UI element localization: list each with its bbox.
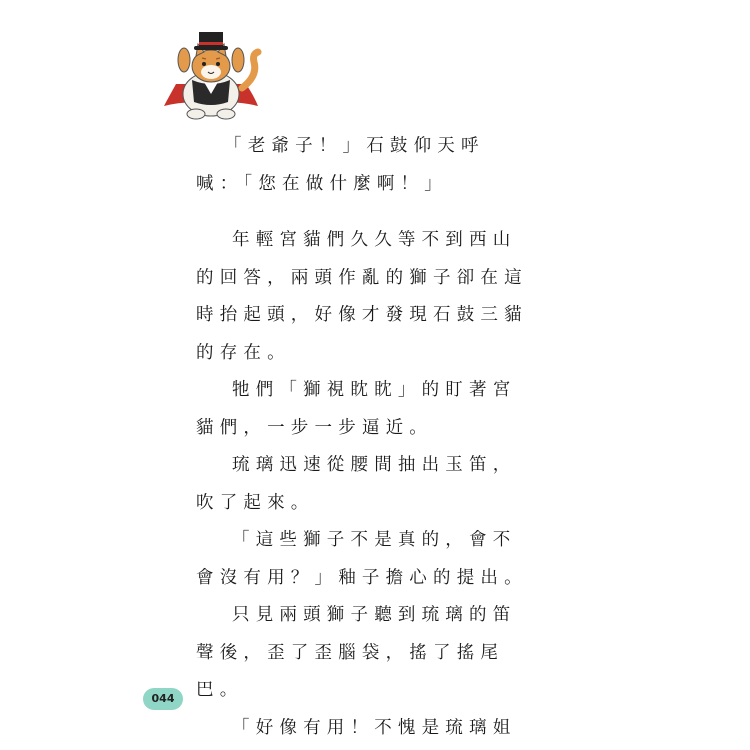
- text-line: 年輕宮貓們久久等不到西山: [232, 230, 517, 250]
- cat-magician-icon: [158, 22, 264, 122]
- text-line: 貓們，一步一步逼近。: [196, 417, 433, 438]
- text-line: 時抬起頭，好像才發現石鼓三貓: [196, 305, 528, 325]
- text-line: 只見兩頭獅子聽到琉璃的笛: [232, 605, 517, 625]
- text-line: 聲後，歪了歪腦袋，搖了搖尾: [196, 642, 505, 663]
- text-line: 的回答，兩頭作亂的獅子卻在這: [196, 267, 528, 288]
- text-line: 會沒有用？」釉子擔心的提出。: [196, 567, 528, 588]
- text-line: 喊：「您在做什麼啊！」: [196, 173, 448, 194]
- story-text: [196, 128, 568, 747]
- text-line: 「好像有用！不愧是琉璃姐: [232, 717, 517, 738]
- text-line: 琉璃迅速從腰間抽出玉笛，: [232, 455, 517, 475]
- text-line: 吹了起來。: [196, 492, 315, 513]
- page-number: 044: [151, 692, 175, 705]
- text-line: 的存在。: [196, 342, 291, 363]
- page-number-badge: [143, 688, 183, 710]
- text-line: 牠們「獅視眈眈」的盯著宮: [232, 380, 517, 400]
- text-line: 「這些獅子不是真的，會不: [232, 530, 517, 550]
- text-line: 巴。: [196, 680, 244, 700]
- text-line: 「老爺子！」石鼓仰天呼: [224, 136, 485, 156]
